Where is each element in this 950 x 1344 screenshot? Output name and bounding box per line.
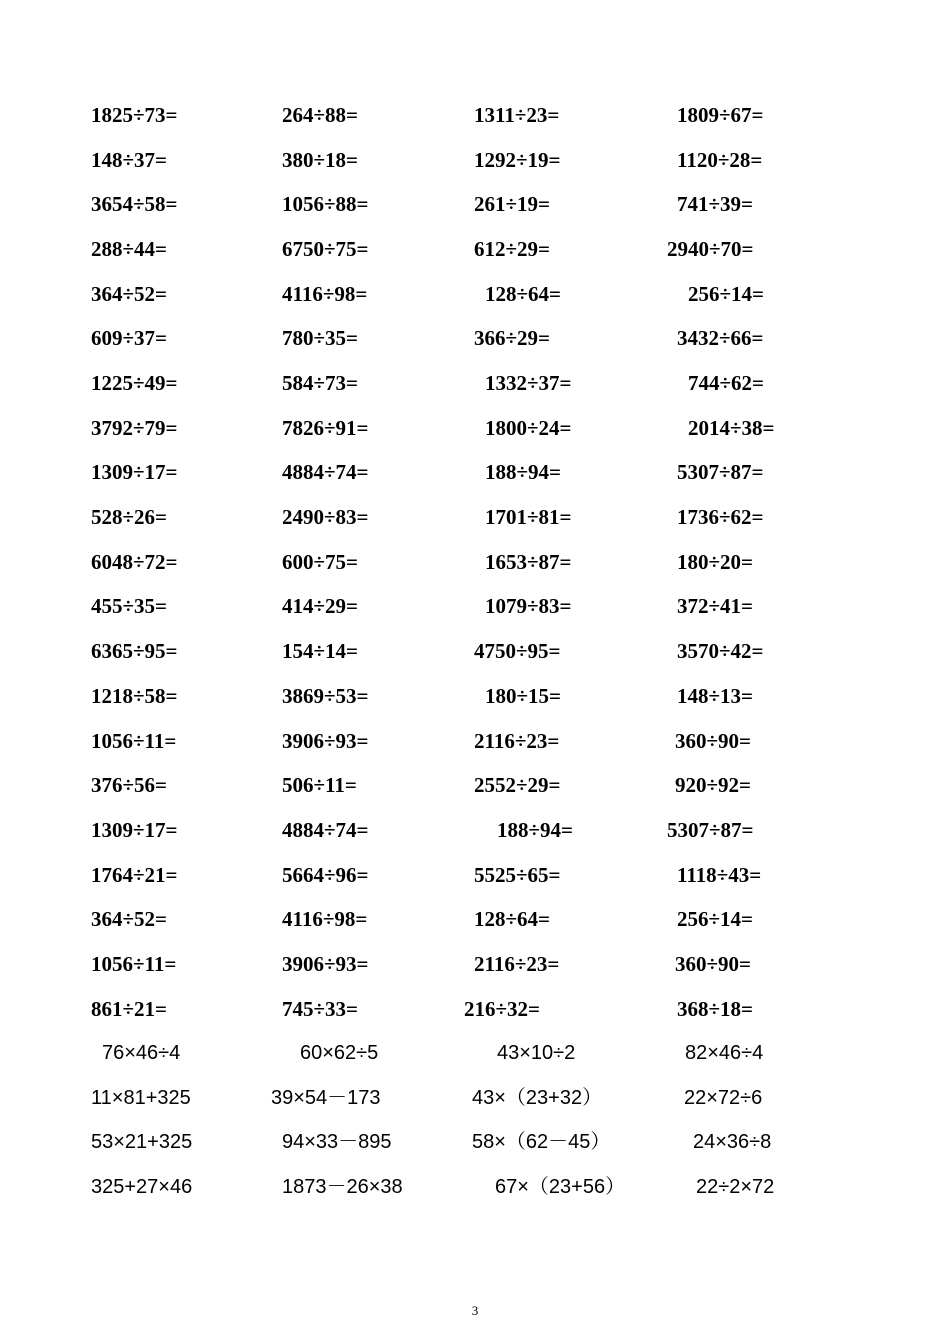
- problem-row: [0, 370, 950, 410]
- problem: 600÷75=: [282, 550, 358, 574]
- problem: 76×46÷4: [102, 1042, 181, 1064]
- problem: 528÷26=: [91, 505, 167, 529]
- problem-row: [0, 728, 950, 768]
- problem: 148÷13=: [677, 684, 753, 708]
- problem: 4116÷98=: [282, 907, 368, 931]
- problem: 1292÷19=: [474, 148, 561, 172]
- problem: 1701÷81=: [485, 505, 572, 529]
- problem-row: [0, 1129, 950, 1169]
- problem: 94×33－895: [282, 1131, 392, 1153]
- problem: 1311÷23=: [474, 103, 560, 127]
- problem: 82×46÷4: [685, 1042, 764, 1064]
- problem: 43×10÷2: [497, 1042, 576, 1064]
- problem: 3570÷42=: [677, 639, 764, 663]
- problem-row: [0, 147, 950, 187]
- problem-row: [0, 638, 950, 678]
- problem: 5307÷87=: [667, 818, 754, 842]
- problem: 22×72÷6: [684, 1087, 763, 1109]
- problem: 24×36÷8: [693, 1131, 772, 1153]
- problem: 180÷20=: [677, 550, 753, 574]
- problem: 325+27×46: [91, 1176, 193, 1198]
- problem: 414÷29=: [282, 594, 358, 618]
- problem: 1764÷21=: [91, 863, 178, 887]
- problem: 188÷94=: [485, 460, 561, 484]
- problem: 380÷18=: [282, 148, 358, 172]
- problem: 368÷18=: [677, 997, 753, 1021]
- problem: 1873－26×38: [282, 1176, 403, 1198]
- problem: 612÷29=: [474, 237, 550, 261]
- problem: 609÷37=: [91, 326, 167, 350]
- problem-row: [0, 951, 950, 991]
- problem: 3869÷53=: [282, 684, 369, 708]
- problem: 288÷44=: [91, 237, 167, 261]
- problem: 4750÷95=: [474, 639, 561, 663]
- problem: 861÷21=: [91, 997, 167, 1021]
- problem: 7826÷91=: [282, 416, 369, 440]
- problem: 3792÷79=: [91, 416, 178, 440]
- problem-row: [0, 191, 950, 231]
- problem-row: [0, 504, 950, 544]
- problem: 11×81+325: [91, 1087, 191, 1109]
- problem: 256÷14=: [677, 907, 753, 931]
- problem: 128÷64=: [474, 907, 550, 931]
- problem-row: [0, 906, 950, 946]
- problem: 256÷14=: [688, 282, 764, 306]
- problem-row: [0, 325, 950, 365]
- problem: 4884÷74=: [282, 818, 369, 842]
- problem: 3906÷93=: [282, 729, 369, 753]
- problem: 2552÷29=: [474, 773, 561, 797]
- problem-row: [0, 772, 950, 812]
- problem: 1118÷43=: [677, 863, 762, 887]
- problem: 1079÷83=: [485, 594, 572, 618]
- page-number: 3: [471, 1303, 479, 1318]
- problem: 2014÷38=: [688, 416, 775, 440]
- problem: 188÷94=: [497, 818, 573, 842]
- problem: 4116÷98=: [282, 282, 368, 306]
- problem: 1120÷28=: [677, 148, 763, 172]
- problem: 148÷37=: [91, 148, 167, 172]
- problem: 1056÷88=: [282, 192, 369, 216]
- problem: 366÷29=: [474, 326, 550, 350]
- problem: 22÷2×72: [696, 1176, 775, 1198]
- problem-row: [0, 236, 950, 276]
- problem: 216÷32=: [464, 997, 540, 1021]
- problem: 372÷41=: [677, 594, 753, 618]
- problem: 1800÷24=: [485, 416, 572, 440]
- problem: 920÷92=: [675, 773, 751, 797]
- problem: 1056÷11=: [91, 729, 177, 753]
- problem: 2116÷23=: [474, 952, 560, 976]
- problem: 584÷73=: [282, 371, 358, 395]
- problem: 3906÷93=: [282, 952, 369, 976]
- problem: 2940÷70=: [667, 237, 754, 261]
- problem-row: [0, 817, 950, 857]
- problem: 4884÷74=: [282, 460, 369, 484]
- problem: 780÷35=: [282, 326, 358, 350]
- problem-row: [0, 415, 950, 455]
- problem: 1809÷67=: [677, 103, 764, 127]
- problem: 1309÷17=: [91, 460, 178, 484]
- problem: 741÷39=: [677, 192, 753, 216]
- problem: 1332÷37=: [485, 371, 572, 395]
- problem: 5664÷96=: [282, 863, 369, 887]
- problem: 455÷35=: [91, 594, 167, 618]
- problem-row: [0, 1174, 950, 1214]
- problem: 58×（62－45）: [472, 1131, 611, 1153]
- problem: 6750÷75=: [282, 237, 369, 261]
- problem-row: [0, 281, 950, 321]
- problem-row: [0, 593, 950, 633]
- problem: 745÷33=: [282, 997, 358, 1021]
- problem: 5525÷65=: [474, 863, 561, 887]
- problem: 2116÷23=: [474, 729, 560, 753]
- problem: 5307÷87=: [677, 460, 764, 484]
- problem: 1825÷73=: [91, 103, 178, 127]
- problem: 180÷15=: [485, 684, 561, 708]
- problem: 364÷52=: [91, 907, 167, 931]
- problem: 43×（23+32）: [472, 1087, 603, 1109]
- problem: 360÷90=: [675, 952, 751, 976]
- problem: 264÷88=: [282, 103, 358, 127]
- problem-row: [0, 102, 950, 142]
- problem: 1309÷17=: [91, 818, 178, 842]
- problem: 6048÷72=: [91, 550, 178, 574]
- problem: 39×54－173: [271, 1087, 381, 1109]
- problem: 744÷62=: [688, 371, 764, 395]
- problem: 2490÷83=: [282, 505, 369, 529]
- problem: 360÷90=: [675, 729, 751, 753]
- problem: 3432÷66=: [677, 326, 764, 350]
- problem-row: [0, 459, 950, 499]
- problem: 1653÷87=: [485, 550, 572, 574]
- problem: 1056÷11=: [91, 952, 177, 976]
- problem: 60×62÷5: [300, 1042, 379, 1064]
- problem: 3654÷58=: [91, 192, 178, 216]
- problem: 1736÷62=: [677, 505, 764, 529]
- problem: 6365÷95=: [91, 639, 178, 663]
- problem: 128÷64=: [485, 282, 561, 306]
- problem: 376÷56=: [91, 773, 167, 797]
- problem: 261÷19=: [474, 192, 550, 216]
- problem: 364÷52=: [91, 282, 167, 306]
- problem: 506÷11=: [282, 773, 357, 797]
- problem-row: [0, 1040, 950, 1080]
- problem: 67×（23+56）: [495, 1176, 626, 1198]
- problem-row: [0, 683, 950, 723]
- problem-row: [0, 996, 950, 1036]
- problem-row: [0, 549, 950, 589]
- problem: 154÷14=: [282, 639, 358, 663]
- problem-row: [0, 862, 950, 902]
- problem: 1225÷49=: [91, 371, 178, 395]
- problem-row: [0, 1085, 950, 1125]
- problem: 1218÷58=: [91, 684, 178, 708]
- problem: 53×21+325: [91, 1131, 193, 1153]
